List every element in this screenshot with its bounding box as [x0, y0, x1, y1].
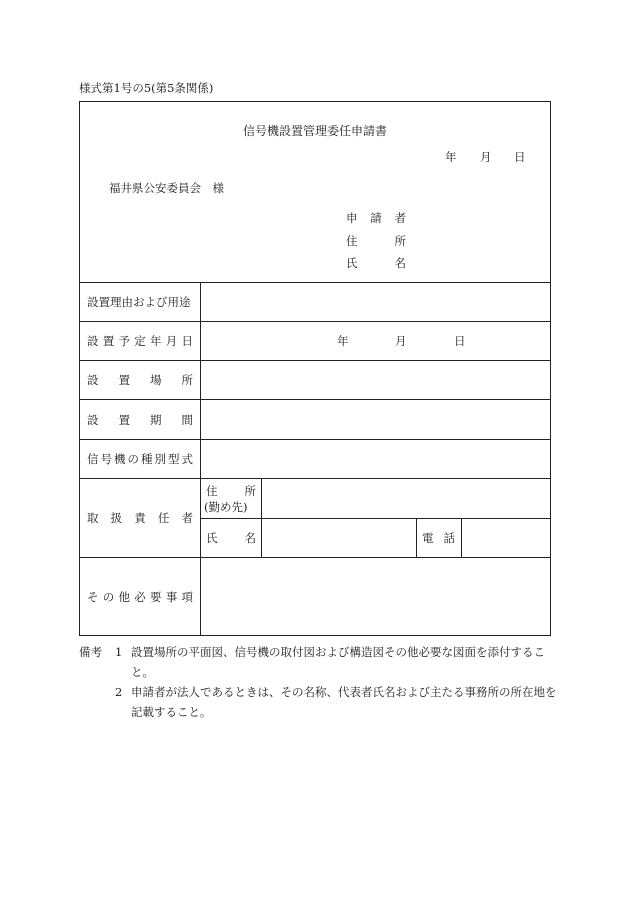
char: 任	[157, 511, 170, 525]
location-label	[87, 372, 193, 388]
note-text: 申請者が法人であるときは、その名称、代表者氏名および主たる事務所の所在地を記載すること。	[131, 685, 557, 719]
addressee: 福井県公安委員会 様	[109, 181, 224, 195]
signal-type-label	[87, 451, 193, 467]
note-number: 2	[115, 685, 123, 699]
char: 種	[141, 452, 153, 466]
divider	[80, 557, 550, 558]
date-month-label: 月	[480, 150, 492, 164]
manager-name-label	[206, 530, 256, 546]
applicant-heading	[346, 210, 406, 226]
char: 住	[346, 234, 358, 248]
manager-address-label	[206, 483, 256, 499]
date-day-label: 日	[514, 150, 526, 164]
applicant-address-label	[346, 233, 406, 249]
char: 置	[118, 373, 130, 387]
char: 扱	[110, 511, 123, 525]
divider	[80, 399, 550, 400]
notes-label: 備考	[79, 645, 102, 659]
column-divider	[200, 282, 201, 635]
planned-month-label: 月	[395, 334, 407, 348]
char: 設	[87, 413, 99, 427]
period-label	[87, 412, 193, 428]
char: 請	[370, 211, 382, 225]
char: 者	[394, 211, 406, 225]
char: 設	[87, 373, 99, 387]
divider	[80, 321, 550, 322]
char: 型	[168, 452, 180, 466]
char: 期	[150, 413, 162, 427]
manager-phone-label	[422, 530, 455, 546]
char: 所	[181, 373, 193, 387]
char: 名	[244, 531, 256, 545]
char: の	[102, 590, 115, 604]
char: 置	[102, 334, 115, 348]
date-year-label: 年	[445, 150, 457, 164]
char: 他	[118, 590, 130, 604]
column-divider	[416, 518, 417, 557]
char: 氏	[206, 531, 218, 545]
char: 住	[206, 484, 218, 498]
char: 所	[394, 234, 406, 248]
divider	[80, 439, 550, 440]
char: 信	[87, 452, 99, 466]
planned-year-label: 年	[337, 334, 349, 348]
char: 式	[181, 452, 193, 466]
form-title: 信号機設置管理委任申請書	[242, 124, 387, 138]
char: 申	[346, 211, 358, 225]
char: 定	[134, 334, 146, 348]
divider	[80, 478, 550, 479]
note-item	[79, 682, 559, 722]
divider	[80, 360, 550, 361]
char: 所	[244, 484, 256, 498]
char: 予	[118, 334, 130, 348]
column-divider	[261, 478, 262, 557]
char: 要	[150, 590, 162, 604]
form-number-label: 様式第1号の5(第5条関係)	[79, 81, 214, 95]
char: 氏	[346, 256, 358, 270]
column-divider	[461, 518, 462, 557]
divider	[80, 282, 550, 283]
char: 機	[114, 452, 126, 466]
char: の	[127, 452, 139, 466]
applicant-name-label	[346, 255, 406, 271]
char: 事	[165, 590, 178, 604]
char: 設	[87, 334, 99, 348]
note-text: 設置場所の平面図、信号機の取付図および構造図その他必要な図面を添付すること。	[131, 645, 545, 679]
char: 必	[134, 590, 146, 604]
manager-label	[87, 510, 193, 526]
char: 日	[181, 334, 193, 348]
char: 月	[165, 334, 178, 348]
char: 置	[118, 413, 130, 427]
char: 年	[150, 334, 162, 348]
note-indent	[79, 682, 115, 722]
char: 責	[134, 511, 146, 525]
char: 話	[443, 531, 455, 545]
purpose-label: 設置理由および用途	[87, 295, 191, 309]
char: 電	[422, 531, 434, 545]
char: 場	[150, 373, 162, 387]
char: 別	[154, 452, 166, 466]
manager-workplace-label: (勤め先)	[204, 500, 248, 514]
char: 取	[87, 511, 99, 525]
char: 者	[181, 511, 193, 525]
application-form	[79, 101, 551, 636]
note-number: 1	[115, 645, 123, 659]
notes-section	[79, 642, 559, 722]
divider	[200, 518, 550, 519]
planned-date-label	[87, 333, 193, 349]
planned-day-label: 日	[454, 334, 466, 348]
char: そ	[87, 590, 99, 604]
other-matters-label	[87, 589, 193, 605]
note-item	[79, 642, 559, 682]
char: 名	[394, 256, 406, 270]
char: 項	[181, 590, 193, 604]
char: 間	[181, 413, 193, 427]
char: 号	[100, 452, 112, 466]
